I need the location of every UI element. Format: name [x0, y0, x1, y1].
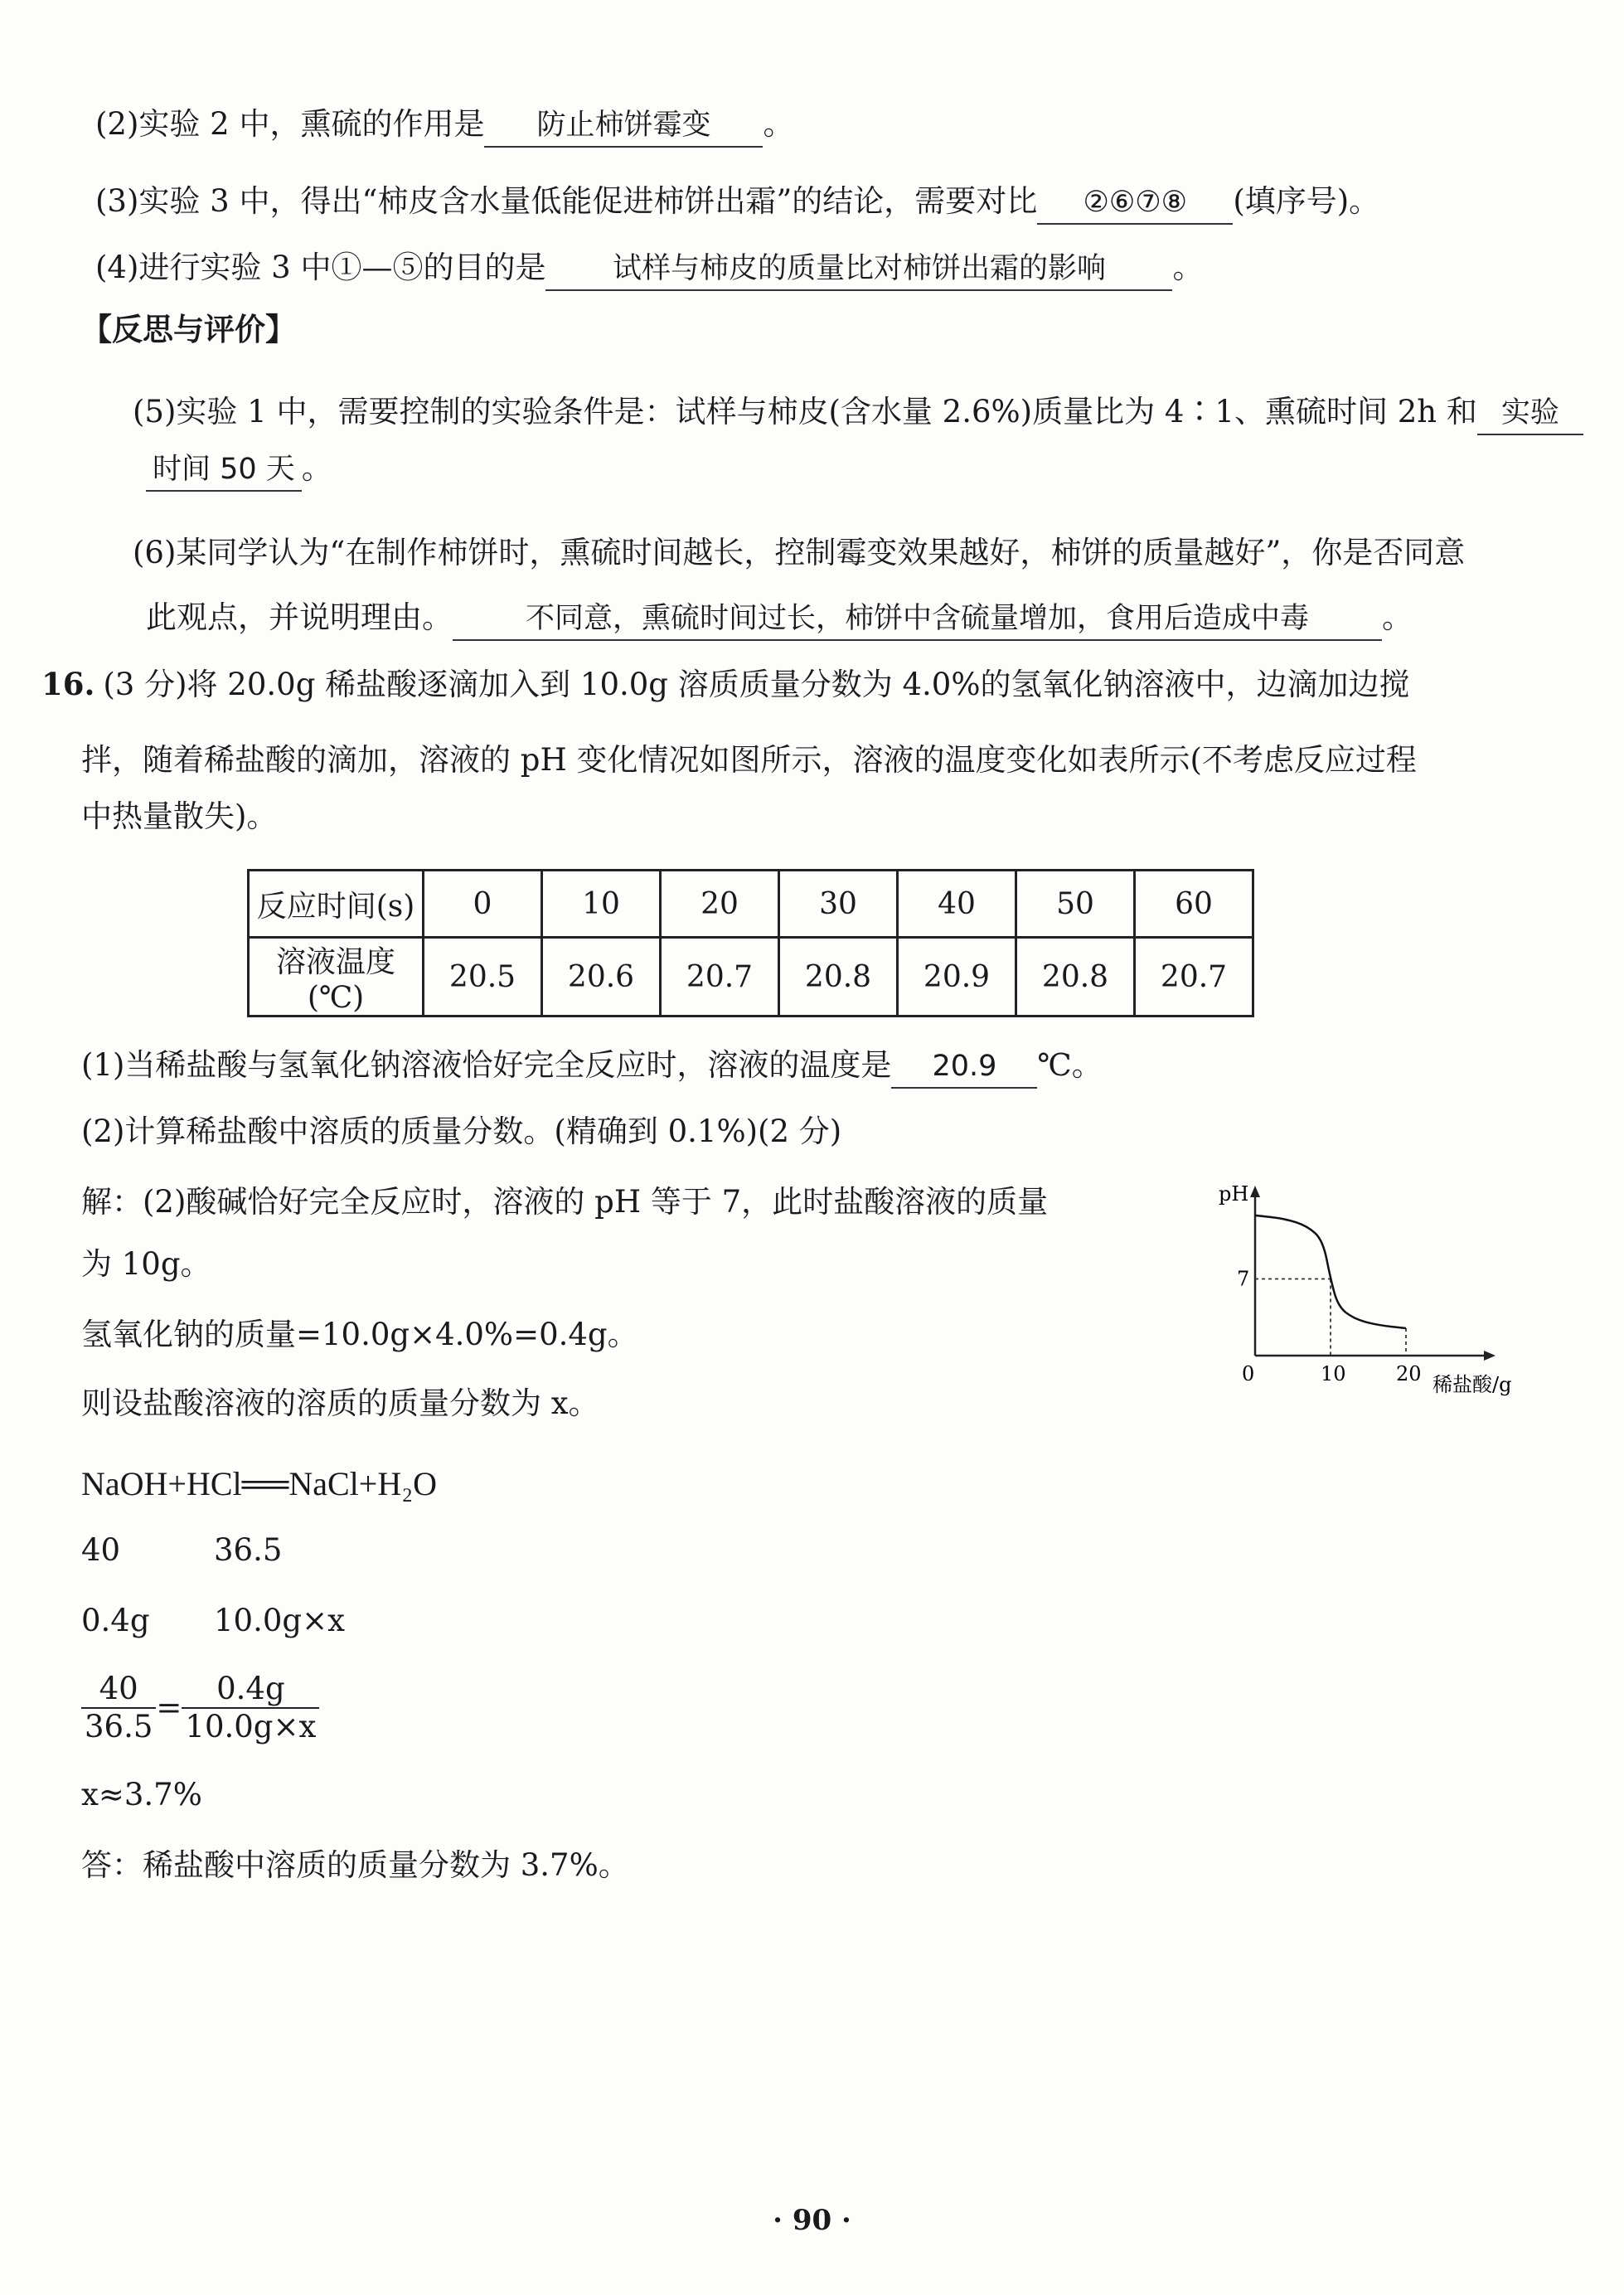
fraction-right — [182, 1671, 319, 1745]
q15-part6-text: (6)某同学认为“在制作柿饼时，熏硫时间越长，控制霉变效果越好，柿饼的质量越好”，你是否同意 — [133, 535, 1466, 570]
mass-ratio-line1 — [81, 1530, 282, 1571]
chemical-equation: NaOH+HCl══NaCl+H₂O — [81, 1465, 438, 1502]
temperature-table — [247, 869, 1254, 1017]
y-tick-label: 7 — [1237, 1267, 1250, 1291]
table-cell: 20.8 — [1016, 938, 1135, 1016]
solution-line1: 解：(2)酸碱恰好完全反应时，溶液的 pH 等于 7，此时盐酸溶液的质量 — [81, 1184, 1049, 1220]
solution-line3: 氢氧化钠的质量=10.0g×4.0%=0.4g。 — [81, 1317, 638, 1352]
q16-number: 16. — [41, 666, 95, 702]
solution-line2: 为 10g。 — [81, 1246, 211, 1282]
x-tick-label: 10 — [1321, 1362, 1346, 1385]
table-cell: 20.6 — [542, 938, 661, 1016]
q15-part3 — [95, 181, 1379, 225]
table-cell: 30 — [779, 871, 898, 938]
fraction-left-denominator: 36.5 — [85, 1709, 153, 1744]
q15-part5 — [133, 391, 1583, 435]
q15-part5-cont — [146, 448, 332, 492]
molar-mass-naoh: 40 — [81, 1532, 121, 1568]
x-tick-label: 20 — [1396, 1362, 1422, 1385]
q15-part2-answer: 防止柿饼霉变 — [484, 104, 763, 148]
table-cell: 60 — [1135, 871, 1253, 938]
page-number: · 90 · — [773, 2204, 851, 2237]
q16-part1-text: (1)当稀盐酸与氢氧化钠溶液恰好完全反应时，溶液的温度是 — [81, 1047, 892, 1083]
table-row-time — [249, 871, 1253, 938]
y-axis-label: pH — [1219, 1182, 1249, 1206]
q15-part2-end: 。 — [763, 106, 794, 142]
table-cell: 20.5 — [424, 938, 542, 1016]
section-reflection-heading: 【反思与评价】 — [81, 311, 296, 347]
fraction-left — [81, 1671, 156, 1745]
q16-stem-line2: 拌，随着稀盐酸的滴加，溶液的 pH 变化情况如图所示，溶液的温度变化如表所示(不考虑反应过程 — [81, 742, 1417, 778]
solution-line4: 则设盐酸溶液的溶质的质量分数为 x。 — [81, 1385, 599, 1421]
mass-hcl: 10.0g×x — [214, 1603, 345, 1638]
y-axis-arrow — [1250, 1186, 1260, 1197]
x-tick-label: 0 — [1242, 1362, 1255, 1385]
q15-part6 — [133, 532, 1465, 574]
q15-part4-text: (4)进行实验 3 中①—⑤的目的是 — [95, 250, 546, 285]
table-cell: 20.7 — [1135, 938, 1253, 1016]
q16-stem-line3: 中热量散失)。 — [81, 798, 278, 834]
mass-naoh: 0.4g — [81, 1603, 150, 1638]
q15-part6-cont — [146, 597, 1413, 641]
q15-part3-answer: ②⑥⑦⑧ — [1037, 182, 1233, 225]
q15-part5-answer-b: 时间 50 天 — [146, 449, 302, 492]
q15-part6-end: 。 — [1382, 599, 1413, 635]
q16-part1-answer: 20.9 — [891, 1046, 1037, 1089]
q15-part2-text: (2)实验 2 中，熏硫的作用是 — [95, 106, 485, 142]
q15-part6-text2: 此观点，并说明理由。 — [146, 599, 453, 635]
q16-part1-end: ℃。 — [1037, 1047, 1103, 1083]
q15-part6-answer: 不同意，熏硫时间过长，柿饼中含硫量增加，食用后造成中毒 — [453, 598, 1382, 641]
table-cell: 50 — [1016, 871, 1135, 938]
equals-sign: = — [156, 1690, 182, 1725]
q15-part4-end: 。 — [1172, 250, 1204, 285]
fraction-right-numerator: 0.4g — [182, 1671, 319, 1709]
x-axis-arrow — [1484, 1351, 1496, 1361]
table-cell: 20.7 — [661, 938, 779, 1016]
q15-part4-answer: 试样与柿皮的质量比对柿饼出霜的影响 — [545, 248, 1172, 291]
q15-part4 — [95, 247, 1203, 291]
q15-part3-end: (填序号)。 — [1233, 183, 1380, 219]
table-cell: 0 — [424, 871, 542, 938]
table-cell: 40 — [898, 871, 1016, 938]
table-cell: 20.9 — [898, 938, 1016, 1016]
solution-answer: 答：稀盐酸中溶质的质量分数为 3.7%。 — [81, 1847, 629, 1883]
proportion-equation — [81, 1671, 319, 1745]
solution-result: x≈3.7% — [81, 1777, 202, 1812]
q15-part2 — [95, 104, 793, 148]
ph-curve — [1255, 1215, 1406, 1328]
table-header-time: 反应时间(s) — [249, 871, 424, 938]
ph-chart — [1210, 1177, 1525, 1401]
table-header-temperature: 溶液温度(℃) — [249, 938, 424, 1016]
table-row-temperature — [249, 938, 1253, 1016]
table-cell: 10 — [542, 871, 661, 938]
q16-stem-line1 — [41, 663, 1410, 706]
q16-part1 — [81, 1045, 1103, 1089]
q15-part5-text: (5)实验 1 中，需要控制的实验条件是：试样与柿皮(含水量 2.6%)质量比为 4∶1、熏硫时间 2h 和 — [133, 394, 1477, 429]
fraction-left-numerator: 40 — [81, 1671, 156, 1709]
q15-part3-text: (3)实验 3 中，得出“柿皮含水量低能促进柿饼出霜”的结论，需要对比 — [95, 183, 1038, 219]
q16-stem1: (3 分)将 20.0g 稀盐酸逐滴加入到 10.0g 溶质质量分数为 4.0%的氢氧化钠溶液中，边滴加边搅 — [103, 667, 1410, 702]
fraction-right-denominator: 10.0g×x — [185, 1709, 317, 1744]
q15-part5-answer-a: 实验 — [1477, 392, 1583, 435]
molar-mass-hcl: 36.5 — [214, 1532, 283, 1568]
x-axis-label: 稀盐酸/g — [1433, 1373, 1512, 1396]
table-cell: 20 — [661, 871, 779, 938]
mass-ratio-line2 — [81, 1600, 345, 1642]
q15-part5-end: 。 — [301, 450, 332, 486]
q16-part2: (2)计算稀盐酸中溶质的质量分数。(精确到 0.1%)(2 分) — [81, 1114, 842, 1149]
table-cell: 20.8 — [779, 938, 898, 1016]
